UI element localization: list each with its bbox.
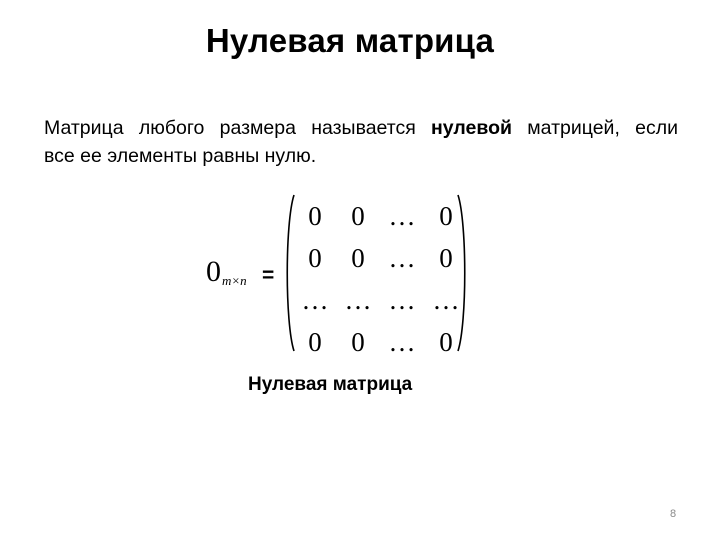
matrix-cell: 0: [439, 200, 453, 231]
definition-line-2: все ее элементы равны нулю.: [44, 145, 317, 167]
matrix-cell: …: [301, 284, 329, 315]
formula-caption: Нулевая матрица: [248, 374, 413, 395]
matrix-grid: [292, 195, 466, 363]
definition-line-1: [44, 114, 678, 142]
matrix-cell: 0: [351, 200, 365, 231]
definition-text-after: матрицей, если: [512, 117, 678, 139]
matrix-cell: …: [432, 284, 460, 315]
matrix-cell: 0: [308, 242, 322, 273]
zero-matrix: [282, 193, 470, 357]
formula-lhs: [206, 255, 247, 289]
matrix-cell: …: [388, 284, 416, 315]
matrix-cell: 0: [351, 242, 365, 273]
page-number: 8: [670, 508, 677, 520]
matrix-cell: 0: [439, 326, 453, 357]
lhs-subscript: m×n: [222, 273, 247, 288]
matrix-cell: 0: [351, 326, 365, 357]
definition-text-before: Матрица любого размера называется: [44, 117, 432, 139]
matrix-cell: …: [388, 200, 416, 231]
equals-sign: =: [262, 264, 275, 287]
slide-title: Нулевая матрица: [205, 22, 495, 59]
matrix-cell: …: [388, 326, 416, 357]
matrix-cell: …: [344, 284, 372, 315]
matrix-cell: 0: [308, 200, 322, 231]
lhs-zero-symbol: 0: [206, 255, 221, 288]
matrix-cell: 0: [308, 326, 322, 357]
definition-bold-term: нулевой: [431, 117, 513, 139]
matrix-cell: …: [388, 242, 416, 273]
definition-paragraph: [44, 114, 678, 170]
matrix-cell: 0: [439, 242, 453, 273]
